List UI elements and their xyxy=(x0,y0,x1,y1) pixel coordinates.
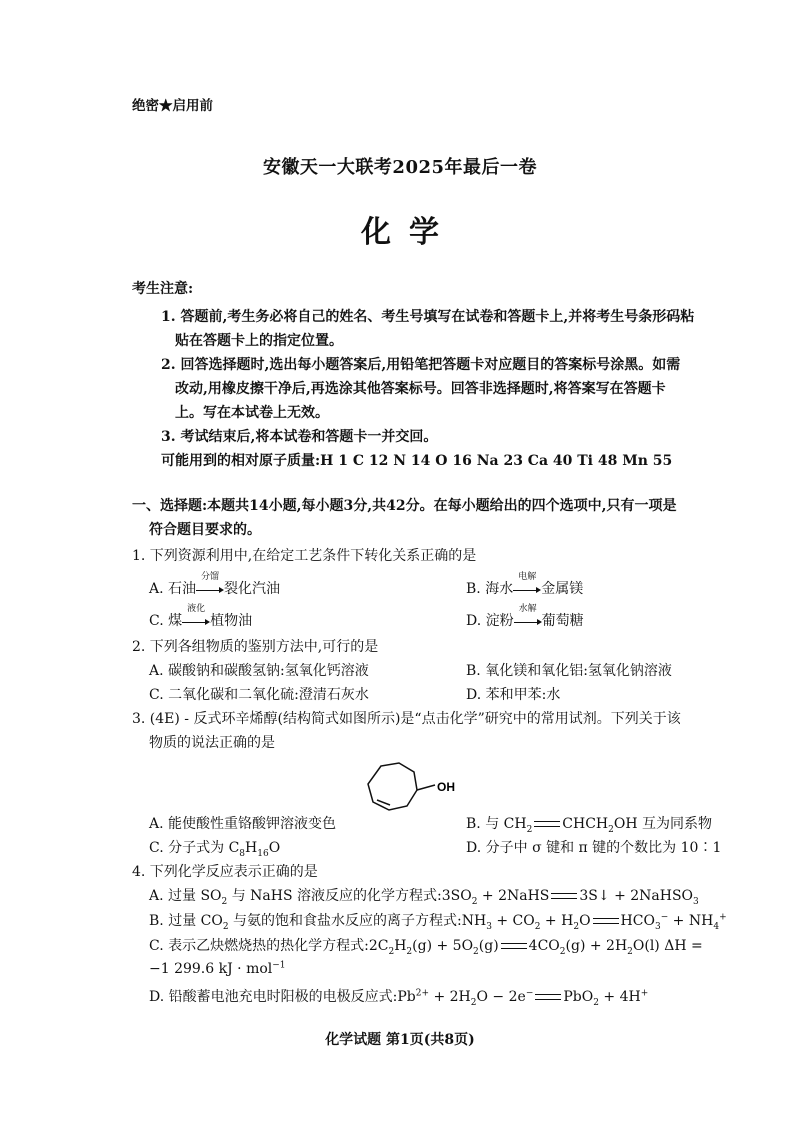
q4-option-c-cont: −1 299.6 kJ · mol$^{-1}$ xyxy=(149,960,286,977)
ring-bonds xyxy=(368,763,417,810)
q1-option-b: B. 海水 电解 金属镁 xyxy=(466,572,584,597)
q2-option-a: A. 碳酸钠和碳酸氢钠:氢氧化钙溶液 xyxy=(149,663,369,679)
notice-item: 1. 答题前,考生务必将自己的姓名、考生号填写在试卷和答题卡上,并将考生号条形码粘 xyxy=(161,309,695,325)
q3-option-a: A. 能使酸性重铬酸钾溶液变色 xyxy=(149,816,337,832)
reaction-arrow-icon: 电解 xyxy=(513,582,541,596)
q4-option-b: B. 过量 $CO_2$ 与氨的饱和食盐水反应的离子方程式$:NH_3 + CO_2 + H_2O$ $HCO_3^- + NH_4^+$ xyxy=(149,912,727,932)
notice-heading: 考生注意: xyxy=(132,281,194,297)
q1-option-c: C. 煤 液化 植物油 xyxy=(149,604,253,629)
reaction-arrow-icon: 水解 xyxy=(514,614,542,628)
q4-option-d: D. 铅酸蓄电池充电时阳极的电极反应式$:Pb^{2+} + 2H_2O - 2e^-$ PbO$_2$ + 4H+ xyxy=(149,988,649,1008)
section-heading-cont: 符合题目要求的。 xyxy=(149,522,261,538)
equals-sign-icon xyxy=(593,918,619,924)
equals-sign-icon xyxy=(535,994,561,1000)
q3-option-c: C. 分子式为 $C_8H_{16}O$ xyxy=(149,840,281,859)
q4-option-a: A. 过量 $SO_2$ 与 NaHS 溶液反应的化学方程式$:3SO_2$ + 2NaHS 3S↓ + 2NaHSO$_3$ xyxy=(149,888,699,907)
section-heading: 一、选择题:本题共14小题,每小题3分,共42分。在每小题给出的四个选项中,只有一项是 xyxy=(132,498,677,514)
question-3-stem: 3. (4E) - 反式环辛烯醇(结构简式如图所示)是“点击化学”研究中的常用试剂。下列关于该 xyxy=(132,711,681,727)
q2-option-b: B. 氧化镁和氧化铝:氢氧化钠溶液 xyxy=(466,663,672,679)
equals-sign-icon xyxy=(551,893,577,899)
page-footer: 化学试题 第1页(共8页) xyxy=(325,1032,475,1048)
exam-title: 安徽天一大联考2025年最后一卷 xyxy=(262,157,538,178)
notice-item: 上。写在本试卷上无效。 xyxy=(175,405,329,421)
q4-option-c: C. 表示乙炔燃烧热的热化学方程式$:2C_2H_2(g) + 5O_2(g) 4CO_2(g) + 2H_2O(l) \Delta H$ = xyxy=(149,938,703,957)
secret-label: 绝密★启用前 xyxy=(132,98,213,114)
subject-title: 化学 xyxy=(361,215,457,250)
equals-sign-icon xyxy=(501,943,527,949)
q2-option-d: D. 苯和甲苯:水 xyxy=(466,687,561,703)
q3-option-b: B. 与 $CH_2$ $CHCH_2OH$ 互为同系物 xyxy=(466,816,713,835)
notice-item: 改动,用橡皮擦干净后,再选涂其他答案标号。回答非选择题时,将答案写在答题卡 xyxy=(175,381,666,397)
notice-item: 2. 回答选择题时,选出每小题答案后,用铅笔把答题卡对应题目的答案标号涂黑。如需 xyxy=(161,357,681,373)
cyclooctenol-structure-diagram xyxy=(355,760,475,820)
oh-label: OH xyxy=(437,780,455,794)
reaction-arrow-icon: 液化 xyxy=(182,614,210,628)
notice-item: 贴在答题卡上的指定位置。 xyxy=(175,333,343,349)
question-3-stem-cont: 物质的说法正确的是 xyxy=(149,735,275,751)
q2-option-c: C. 二氧化碳和二氧化硫:澄清石灰水 xyxy=(149,687,369,703)
notice-item: 3. 考试结束后,将本试卷和答题卡一并交回。 xyxy=(161,429,438,445)
question-4-stem: 4. 下列化学反应表示正确的是 xyxy=(132,864,318,880)
reaction-arrow-icon: 分馏 xyxy=(196,582,224,596)
q3-option-d: D. 分子中 σ 键和 π 键的个数比为 10∶1 xyxy=(466,840,722,856)
q1-option-d: D. 淀粉 水解 葡萄糖 xyxy=(466,604,584,629)
question-1-stem: 1. 下列资源利用中,在给定工艺条件下转化关系正确的是 xyxy=(132,548,477,564)
atomic-mass-line: 可能用到的相对原子质量:H 1 C 12 N 14 O 16 Na 23 Ca 40 Ti 48 Mn 55 xyxy=(161,453,673,469)
oh-bond xyxy=(417,785,435,790)
double-bond-icon xyxy=(534,821,560,827)
question-2-stem: 2. 下列各组物质的鉴别方法中,可行的是 xyxy=(132,639,379,655)
q1-option-a: A. 石油 分馏 裂化汽油 xyxy=(149,572,281,597)
